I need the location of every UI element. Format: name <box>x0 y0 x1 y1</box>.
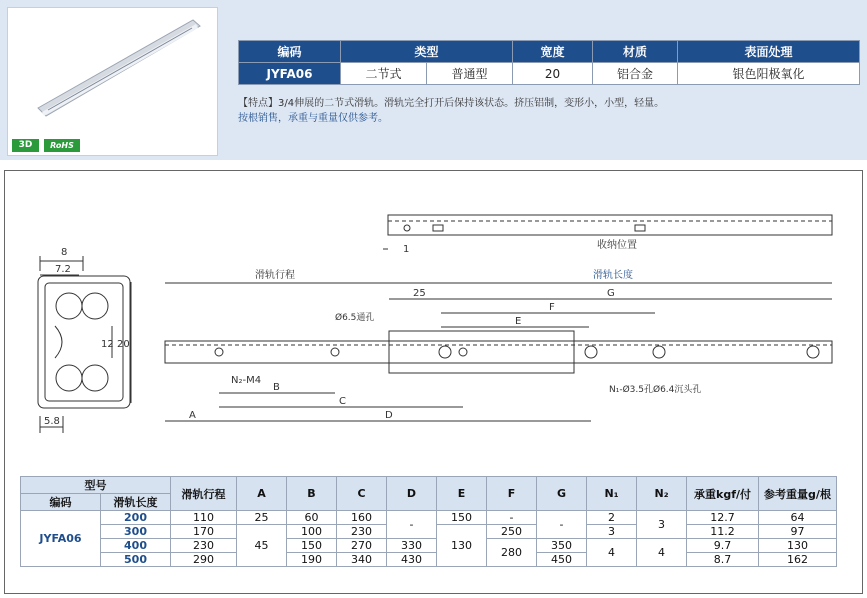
th-stroke: 滑轨行程 <box>171 477 237 511</box>
dim-C: C <box>339 396 346 407</box>
dim-7-2: 7.2 <box>55 264 71 275</box>
stored-position-label: 收纳位置 <box>597 240 637 251</box>
cell-N2: 3 <box>637 511 687 539</box>
cell-F: - <box>487 511 537 525</box>
cell-A: 45 <box>237 525 287 567</box>
spec-type1: 二节式 <box>341 63 427 85</box>
th-E: E <box>437 477 487 511</box>
table-row <box>21 553 837 567</box>
dim-F: F <box>549 302 555 313</box>
cell-load: 12.7 <box>687 511 759 525</box>
cell-stroke: 170 <box>171 525 237 539</box>
cell-weight: 130 <box>759 539 837 553</box>
dim-25: 25 <box>413 288 426 299</box>
cell-F: 280 <box>487 539 537 567</box>
cell-len: 500 <box>101 553 171 567</box>
cell-N1: 3 <box>587 525 637 539</box>
cell-B: 150 <box>287 539 337 553</box>
dim-D: D <box>385 410 393 421</box>
cell-A: 25 <box>237 511 287 525</box>
dim-8: 8 <box>61 247 68 258</box>
th-weight: 参考重量g/根 <box>759 477 837 511</box>
cell-weight: 162 <box>759 553 837 567</box>
cell-stroke: 230 <box>171 539 237 553</box>
spec-header-finish: 表面处理 <box>678 41 860 63</box>
th-N2: N₂ <box>637 477 687 511</box>
dim-E: E <box>515 316 522 327</box>
spec-finish: 银色阳极氧化 <box>678 63 860 85</box>
cell-D: - <box>387 511 437 539</box>
cell-stroke: 290 <box>171 553 237 567</box>
dim-G: G <box>607 288 615 299</box>
cell-N2: 4 <box>637 539 687 567</box>
cell-load: 8.7 <box>687 553 759 567</box>
description <box>238 96 664 126</box>
spec-table <box>238 40 860 85</box>
cell-N1: 2 <box>587 511 637 525</box>
th-D: D <box>387 477 437 511</box>
table-row <box>21 539 837 553</box>
th-length: 滑轨长度 <box>101 494 171 511</box>
cell-C: 340 <box>337 553 387 567</box>
product-photo <box>7 7 218 156</box>
cell-len: 400 <box>101 539 171 553</box>
3d-badge: 3D <box>12 139 39 152</box>
cell-G: 450 <box>537 553 587 567</box>
spec-code: JYFA06 <box>239 63 341 85</box>
cell-G: 350 <box>537 539 587 553</box>
cell-F: 250 <box>487 525 537 539</box>
dim-1: 1 <box>403 244 410 255</box>
th-A: A <box>237 477 287 511</box>
slide-rail-image <box>8 8 219 157</box>
cell-C: 270 <box>337 539 387 553</box>
th-code: 编码 <box>21 494 101 511</box>
table-row <box>21 511 837 525</box>
cell-N1: 4 <box>587 539 637 567</box>
cell-weight: 97 <box>759 525 837 539</box>
cell-C: 230 <box>337 525 387 539</box>
cell-len: 300 <box>101 525 171 539</box>
cell-G: - <box>537 511 587 539</box>
cell-stroke: 110 <box>171 511 237 525</box>
dim-12: 12 <box>101 339 114 350</box>
stroke-label: 滑轨行程 <box>255 270 295 281</box>
hole-label: Ø6.5通孔 <box>335 313 375 323</box>
cell-E: 150 <box>437 511 487 525</box>
spec-material: 铝合金 <box>593 63 678 85</box>
desc-note: 按根销售，承重与重量仅供参考。 <box>238 113 388 124</box>
dim-20: 20 <box>117 339 130 350</box>
th-N1: N₁ <box>587 477 637 511</box>
th-B: B <box>287 477 337 511</box>
spec-type2: 普通型 <box>427 63 513 85</box>
n1-label: N₁-Ø3.5孔Ø6.4沉头孔 <box>609 385 702 395</box>
product-header <box>0 0 867 160</box>
cell-E: 130 <box>437 525 487 567</box>
spec-header-width: 宽度 <box>513 41 593 63</box>
th-load: 承重kgf/付 <box>687 477 759 511</box>
dim-A: A <box>189 410 196 421</box>
desc-features: 【特点】3/4伸展的二节式滑轨。滑轨完全打开后保持该状态。挤压铝制，变形小，小型，轻量。 <box>238 98 665 109</box>
n2-label: N₂-M4 <box>231 375 262 386</box>
cell-D: 330 <box>387 539 437 553</box>
cell-code: JYFA06 <box>21 511 101 567</box>
cell-load: 11.2 <box>687 525 759 539</box>
th-G: G <box>537 477 587 511</box>
rohs-badge: RoHS <box>44 139 80 152</box>
cell-load: 9.7 <box>687 539 759 553</box>
drawing-svg <box>5 171 864 471</box>
length-label: 滑轨长度 <box>593 270 633 281</box>
spec-header-material: 材质 <box>593 41 678 63</box>
spec-width: 20 <box>513 63 593 85</box>
cell-C: 160 <box>337 511 387 525</box>
cell-B: 190 <box>287 553 337 567</box>
dim-B: B <box>273 382 280 393</box>
th-model: 型号 <box>21 477 171 494</box>
spec-header-code: 编码 <box>239 41 341 63</box>
cell-D: 430 <box>387 553 437 567</box>
spec-header-type: 类型 <box>341 41 513 63</box>
cell-B: 60 <box>287 511 337 525</box>
cell-len: 200 <box>101 511 171 525</box>
th-F: F <box>487 477 537 511</box>
dimension-table <box>20 476 837 567</box>
dim-5-8: 5.8 <box>44 416 60 427</box>
cell-B: 100 <box>287 525 337 539</box>
th-C: C <box>337 477 387 511</box>
cell-weight: 64 <box>759 511 837 525</box>
